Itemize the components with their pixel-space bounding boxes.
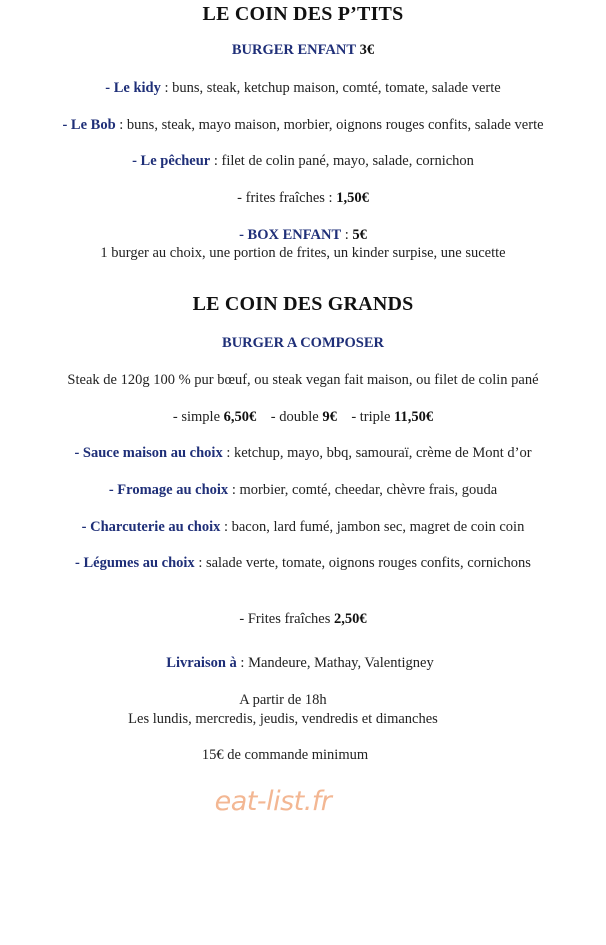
grown-fries-price: 2,50€ bbox=[334, 611, 367, 627]
size-label: - simple bbox=[172, 409, 224, 425]
delivery-time: A partir de 18h bbox=[239, 692, 327, 708]
option-desc: bacon, lard fumé, jambon sec, magret de coin coin bbox=[231, 519, 525, 535]
size-label: - double bbox=[270, 409, 323, 425]
delivery-label: Livraison à bbox=[166, 655, 237, 671]
size-price: 9€ bbox=[322, 409, 337, 425]
grown-fries-line bbox=[0, 611, 606, 628]
kids-fries-price: 1,50€ bbox=[336, 190, 369, 206]
kids-section-title: LE COIN DES P’TITS bbox=[202, 3, 404, 25]
box-enfant-heading: - BOX ENFANT : 5€ bbox=[239, 227, 367, 243]
size-label: - triple bbox=[351, 409, 395, 425]
size-price: 11,50€ bbox=[394, 409, 434, 425]
option-sauce: - Sauce maison au choix : ketchup, mayo, bbq, samouraï, crème de Mont d’or bbox=[74, 445, 532, 461]
delivery-line: Livraison à : Mandeure, Mathay, Valentigney bbox=[166, 655, 434, 671]
option-name: Légumes au choix bbox=[83, 555, 195, 571]
item-name: Le pêcheur bbox=[140, 153, 211, 169]
delivery-towns: Mandeure, Mathay, Valentigney bbox=[248, 655, 434, 671]
menu-item-le-kidy: - Le kidy : buns, steak, ketchup maison, comté, tomate, salade verte bbox=[105, 80, 501, 96]
burger-size-prices bbox=[0, 409, 606, 426]
item-desc: buns, steak, mayo maison, morbier, oignons rouges confits, salade verte bbox=[126, 117, 544, 133]
kids-burger-price: 3€ bbox=[359, 42, 375, 58]
menu-item-le-bob: - Le Bob : buns, steak, mayo maison, morbier, oignons rouges confits, salade verte bbox=[62, 117, 544, 133]
option-fromage: - Fromage au choix : morbier, comté, cheedar, chèvre frais, gouda bbox=[108, 482, 498, 498]
box-enfant-label: - BOX ENFANT bbox=[239, 227, 342, 243]
menu-item-le-pecheur: - Le pêcheur : filet de colin pané, mayo, salade, cornichon bbox=[132, 153, 474, 169]
box-enfant-price: 5€ bbox=[352, 227, 367, 243]
option-name: Sauce maison au choix bbox=[82, 445, 223, 461]
item-desc: filet de colin pané, mayo, salade, cornichon bbox=[221, 153, 474, 169]
delivery-days: Les lundis, mercredis, jeudis, vendredis et dimanches bbox=[128, 711, 438, 727]
kids-burger-heading bbox=[0, 42, 606, 59]
item-name: Le kidy bbox=[113, 80, 161, 96]
item-desc: buns, steak, ketchup maison, comté, tomate, salade verte bbox=[172, 80, 501, 96]
kids-fries-label: - frites fraîches : bbox=[237, 190, 337, 206]
compose-burger-heading: BURGER A COMPOSER bbox=[222, 335, 384, 351]
steak-choice-line: Steak de 120g 100 % pur bœuf, ou steak vegan fait maison, ou filet de colin pané bbox=[67, 372, 539, 388]
option-desc: morbier, comté, cheedar, chèvre frais, gouda bbox=[239, 482, 498, 498]
kids-burger-label: BURGER ENFANT bbox=[231, 42, 357, 58]
option-legumes: - Légumes au choix : salade verte, tomate, oignons rouges confits, cornichons bbox=[75, 555, 531, 571]
box-enfant-description: 1 burger au choix, une portion de frites, un kinder surpise, une sucette bbox=[100, 245, 506, 261]
option-desc: ketchup, mayo, bbq, samouraï, crème de Mont d’or bbox=[233, 445, 532, 461]
item-name: Le Bob bbox=[70, 117, 116, 133]
kids-fries-line bbox=[0, 190, 606, 207]
size-price: 6,50€ bbox=[223, 409, 257, 425]
option-desc: salade verte, tomate, oignons rouges confits, cornichons bbox=[205, 555, 531, 571]
option-name: Charcuterie au choix bbox=[90, 519, 221, 535]
watermark-logo: eat-list.fr bbox=[214, 786, 332, 817]
minimum-order: 15€ de commande minimum bbox=[201, 747, 369, 763]
option-name: Fromage au choix bbox=[117, 482, 229, 498]
option-charcuterie: - Charcuterie au choix : bacon, lard fumé, jambon sec, magret de coin coin bbox=[81, 519, 525, 535]
grown-section-title: LE COIN DES GRANDS bbox=[192, 293, 414, 315]
grown-fries-label: - Frites fraîches bbox=[239, 611, 334, 627]
